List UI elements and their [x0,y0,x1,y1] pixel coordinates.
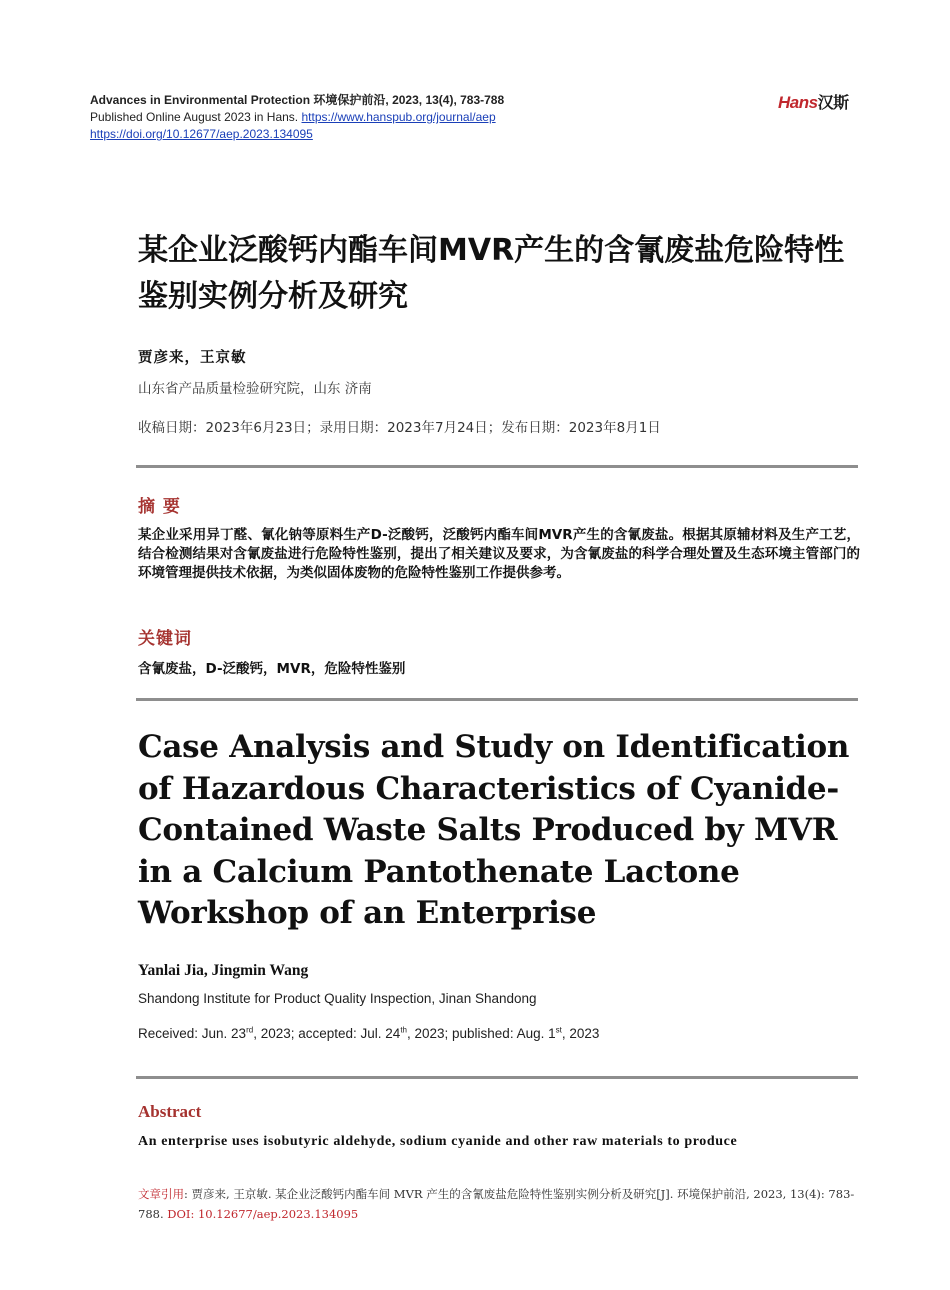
doi-url-link[interactable]: https://doi.org/10.12677/aep.2023.134095 [90,127,313,141]
citation-block [138,1184,860,1224]
chinese-abstract: 某企业采用异丁醛、氰化钠等原料生产D-泛酸钙，泛酸钙内酯车间MVR产生的含氰废盐。根据其原辅材料及生产工艺，结合检测结果对含氰废盐进行危险特性鉴别，提出了相关建议及要求，为含氰废盐的科学合理处置及生态环境主管部门的环境管理提供技术依据，为类似固体废物的危险特性鉴别工作提供参考。 [138,527,860,581]
english-title: Case Analysis and Study on Identification of Hazardous Characteristics of Cyanide-Contained Waste Salts Produced by MVR in a Calcium Pantothenate Lactone Workshop of an Enterprise [138,729,850,931]
journal-citation: 环境保护前沿, 2023, 13(4), 783-788 [313,93,505,107]
journal-url-link[interactable]: https://www.hanspub.org/journal/aep [301,110,496,124]
chinese-title: 某企业泛酸钙内酯车间MVR产生的含氰废盐危险特性鉴别实例分析及研究 [138,233,845,314]
english-abstract-heading: Abstract [138,1102,202,1121]
divider-bottom [136,1076,858,1079]
journal-name: Advances in Environmental Protection [90,93,311,107]
hans-logo [778,90,849,113]
chinese-keywords-heading: 关键词 [138,629,192,649]
chinese-keywords: 含氰废盐，D-泛酸钙，MVR，危险特性鉴别 [138,661,406,677]
citation-doi[interactable]: DOI: 10.12677/aep.2023.134095 [167,1207,359,1221]
chinese-affiliation: 山东省产品质量检验研究院，山东 济南 [138,381,372,397]
journal-header [90,92,504,143]
chinese-authors: 贾彦来，王京敏 [138,349,247,366]
chinese-dates: 收稿日期：2023年6月23日；录用日期：2023年7月24日；发布日期：2023年8月1日 [138,420,661,436]
logo-latin: Hans [778,93,818,112]
english-dates: Received: Jun. 23rd, 2023; accepted: Jul. 24th, 2023; published: Aug. 1st, 2023 [138,1025,600,1041]
citation-text: : 贾彦来, 王京敏. 某企业泛酸钙内酯车间 MVR 产生的含氰废盐危险特性鉴别实例分析及研究[J]. 环境保护前沿, 2023, 13(4): 783-788. [138,1187,855,1221]
published-online-text: Published Online August 2023 in Hans. [90,110,299,124]
english-authors: Yanlai Jia, Jingmin Wang [138,962,309,979]
logo-chinese: 汉斯 [817,95,849,112]
chinese-abstract-heading: 摘 要 [138,497,181,517]
divider-top [136,465,858,468]
english-abstract: An enterprise uses isobutyric aldehyde, sodium cyanide and other raw materials to produce [138,1134,738,1149]
english-affiliation: Shandong Institute for Product Quality Inspection, Jinan Shandong [138,991,537,1006]
citation-label: 文章引用 [138,1187,184,1201]
divider-middle [136,698,858,701]
